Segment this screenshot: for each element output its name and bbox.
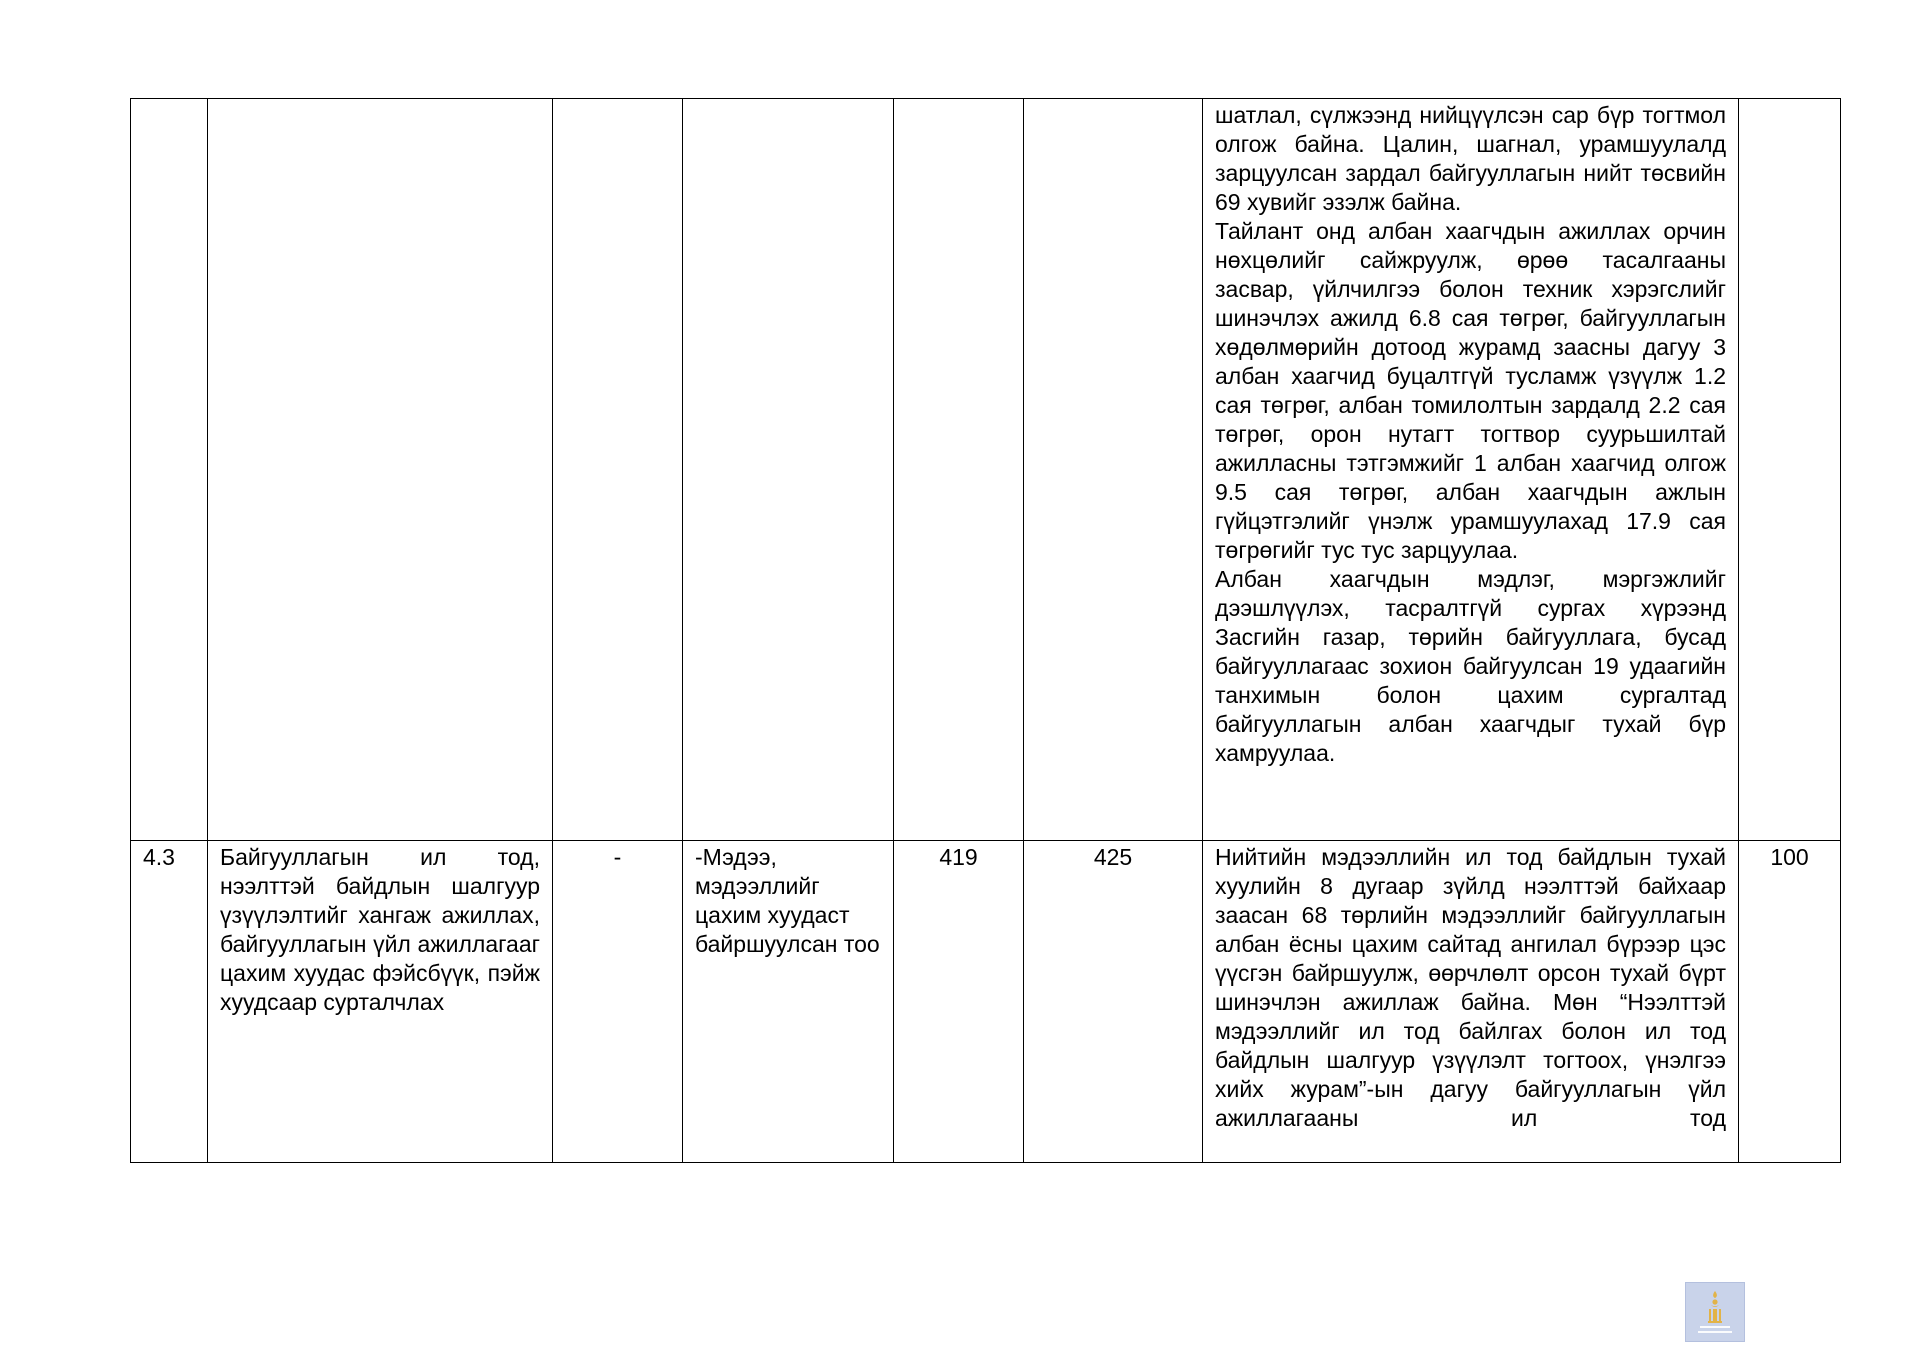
soyombo-emblem-icon <box>1686 1283 1744 1341</box>
description-paragraph: Нийтийн мэдээллийн ил тод байдлын тухай хуулийн 8 дугаар зүйлд нээлттэй байхаар заасан 68 төрлийн мэдээллийг байгууллагын албан ёсны цахим сайтад ангилал бүрээр цэс үүсгэн байршуулж, өөрчлөлт орсон тухай бүрт шинэчлэн ажиллаж байна. Мөн “Нээлттэй мэдээллийг ил тод байлгах болон ил тод байдлын шалгуур үзүүлэлт тогтоох, үнэлгээ хийх журам”-ын дагуу байгууллагын үйл ажиллагааны ил тод <box>1215 844 1726 1131</box>
table-row <box>131 99 1841 841</box>
baseline-cell: - <box>553 841 683 1163</box>
indicator-cell <box>683 99 894 841</box>
percent-cell: 100 <box>1739 841 1841 1163</box>
target-cell: 419 <box>894 841 1024 1163</box>
report-table <box>130 98 1841 1163</box>
indicator-cell: -Мэдээ, мэдээллийг цахим хуудаст байршуулсан тоо <box>683 841 894 1163</box>
row-number-cell: 4.3 <box>131 841 208 1163</box>
description-paragraph: Албан хаагчдын мэдлэг, мэргэжлийг дээшлүүлэх, тасралтгүй сургах хүрээнд Засгийн газар, төрийн байгууллага, бусад байгууллагаас зохион байгуулсан 19 удаагийн танхимын болон цахим сургалтад байгууллагын албан хаагчдыг тухай бүр хамруулаа. <box>1215 566 1726 766</box>
description-cell <box>1203 99 1739 841</box>
table-row <box>131 841 1841 1163</box>
percent-cell <box>1739 99 1841 841</box>
target-cell <box>894 99 1024 841</box>
row-number-cell <box>131 99 208 841</box>
government-logo <box>1685 1282 1745 1342</box>
activity-cell: Байгууллагын ил тод, нээлттэй байдлын шалгуур үзүүлэлтийг хангаж ажиллах, байгууллагын үйл ажиллагааг цахим хуудас фэйсбүүк, пэйж хуудсаар сурталчлах <box>208 841 553 1163</box>
baseline-cell <box>553 99 683 841</box>
description-paragraph: Тайлант онд албан хаагчдын ажиллах орчин нөхцөлийг сайжруулж, өрөө тасалгааны засвар, үйлчилгээ болон техник хэрэгслийг шинэчлэх ажилд 6.8 сая төгрөг, байгууллагын хөдөлмөрийн дотоод журамд заасны дагуу 3 албан хаагчид буцалтгүй тусламж үзүүлж 1.2 сая төгрөг, албан томилолтын зардалд 2.2 сая төгрөг, орон нутагт тогтвор суурьшилтай ажилласны тэтгэмжийг 1 албан хаагчид олгож 9.5 сая төгрөг, албан хаагчдын ажлын гүйцэтгэлийг үнэлж урамшуулахад 17.9 сая төгрөгийг тус тус зарцуулаа. <box>1215 218 1726 563</box>
actual-cell <box>1024 99 1203 841</box>
activity-cell <box>208 99 553 841</box>
description-cell <box>1203 841 1739 1163</box>
description-paragraph: шатлал, сүлжээнд нийцүүлсэн сар бүр тогтмол олгож байна. Цалин, шагнал, урамшуулалд зарцуулсан зардал байгууллагын нийт төсвийн 69 хувийг эзэлж байна. <box>1215 102 1726 215</box>
actual-cell: 425 <box>1024 841 1203 1163</box>
